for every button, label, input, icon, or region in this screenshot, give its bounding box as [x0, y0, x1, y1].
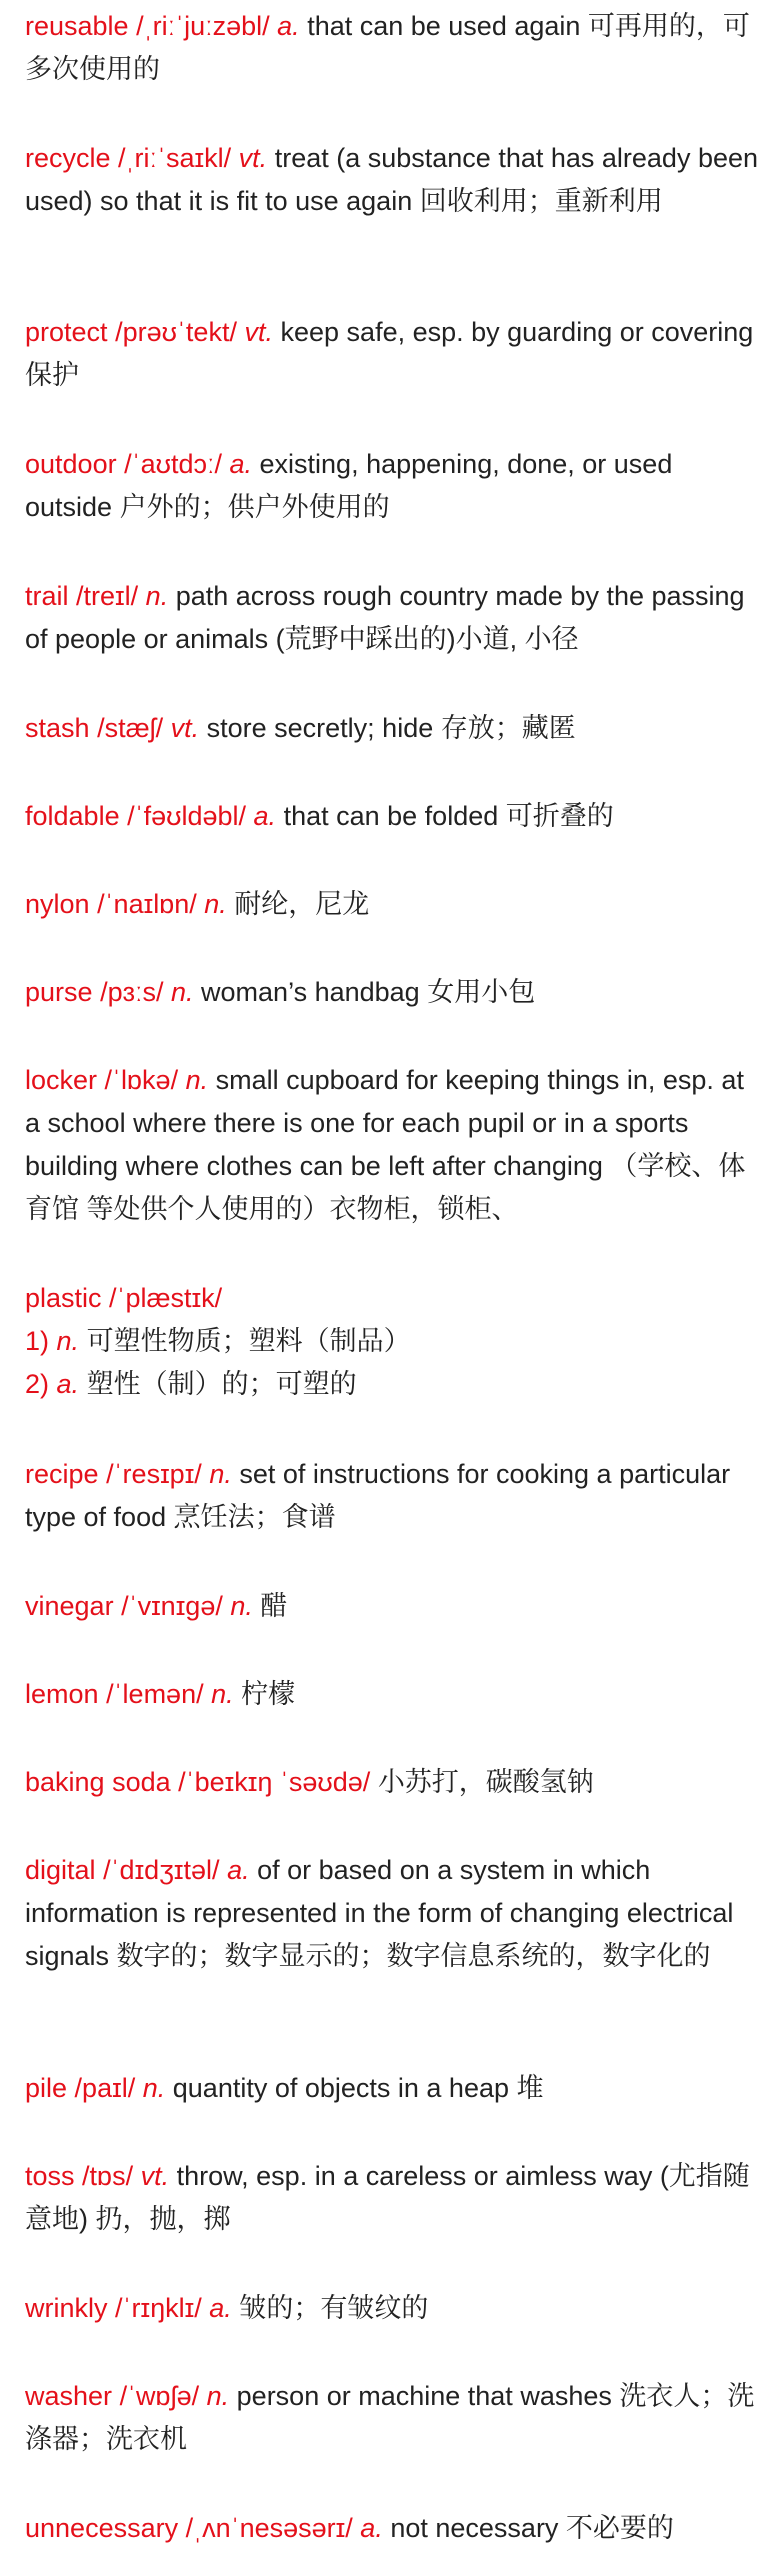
entry-phonetic: /ˈbeɪkɪŋ ˈsəʊdə/	[178, 1767, 371, 1797]
vocab-entry	[25, 1453, 765, 1539]
entry-phonetic: /ˈaʊtdɔː/	[124, 449, 222, 479]
vocab-entry	[25, 575, 765, 661]
entry-definition: small cupboard for keeping things in, esp. at a school where there is one for each pupil or in a sports building where clothes can be left after changing （学校、体育馆 等处供个人使用的）衣物柜，锁柜、	[25, 1065, 746, 1224]
entry-word: pile	[25, 2073, 68, 2103]
entry-word: digital	[25, 1855, 96, 1885]
entry-word: plastic	[25, 1283, 102, 1313]
entry-phonetic: /ˈresɪpɪ/	[106, 1459, 202, 1489]
entry-part-of-speech: n.	[142, 2073, 166, 2103]
entry-definition: person or machine that washes 洗衣人；洗涤器；洗衣机	[25, 2381, 755, 2454]
entry-word: toss	[25, 2161, 75, 2191]
entry-phonetic: /ˈlemən/	[106, 1679, 204, 1709]
vocab-entry	[25, 1585, 765, 1628]
entry-sense	[25, 1363, 765, 1406]
entry-word: unnecessary	[25, 2513, 179, 2543]
entry-word: stash	[25, 713, 90, 743]
vocab-entry	[25, 2067, 765, 2110]
entry-definition: existing, happening, done, or used outside 户外的；供户外使用的	[25, 449, 673, 522]
entry-part-of-speech: n.	[170, 977, 194, 1007]
entry-word: washer	[25, 2381, 113, 2411]
entry-word: protect	[25, 317, 108, 347]
entry-word: outdoor	[25, 449, 117, 479]
entry-phonetic: /pɜːs/	[100, 977, 164, 1007]
entry-part-of-speech: n.	[211, 1679, 234, 1709]
entry-sense	[25, 1320, 765, 1363]
vocab-entry	[25, 137, 765, 223]
entry-phonetic: /paɪl/	[74, 2073, 136, 2103]
entry-word: purse	[25, 977, 93, 1007]
vocab-entry	[25, 1673, 765, 1716]
entry-word: nylon	[25, 889, 90, 919]
sense-number: 1)	[25, 1326, 50, 1356]
entry-word: trail	[25, 581, 69, 611]
entry-part-of-speech: n.	[206, 2381, 230, 2411]
entry-part-of-speech: n.	[230, 1591, 253, 1621]
entry-phonetic: /stæʃ/	[97, 713, 164, 743]
entry-definition: path across rough country made by the passing of people or animals (荒野中踩出的)小道, 小径	[25, 581, 745, 654]
entry-phonetic: /ˈplæstɪk/	[109, 1283, 223, 1313]
entry-part-of-speech: vt.	[140, 2161, 170, 2191]
entry-part-of-speech: vt.	[238, 143, 268, 173]
entry-phonetic: /ˈlɒkə/	[104, 1065, 179, 1095]
entry-definition: 小苏打，碳酸氢钠	[377, 1767, 594, 1797]
entry-phonetic: /prəʊˈtekt/	[115, 317, 237, 347]
entry-definition: treat (a substance that has already been used) so that it is fit to use again 回收利用；重新利用	[25, 143, 759, 216]
vocab-entry	[25, 1849, 765, 1978]
entry-definition: keep safe, esp. by guarding or covering 保护	[25, 317, 754, 390]
entry-word: locker	[25, 1065, 98, 1095]
sense-definition: 塑性（制）的；可塑的	[86, 1369, 357, 1399]
entry-definition: 皱的；有皱纹的	[239, 2293, 429, 2323]
entry-part-of-speech: n.	[204, 889, 227, 919]
entry-definition: of or based on a system in which information is represented in the form of changing electrical signals 数字的；数字显示的；数字信息系统的，数字化的	[25, 1855, 734, 1971]
entry-word: recycle	[25, 143, 111, 173]
vocab-entry	[25, 971, 765, 1014]
vocab-entry	[25, 883, 765, 926]
entry-part-of-speech: n.	[185, 1065, 209, 1095]
vocab-entry	[25, 795, 765, 838]
entry-part-of-speech: vt.	[170, 713, 200, 743]
vocab-entry	[25, 311, 765, 397]
entry-definition: quantity of objects in a heap 堆	[172, 2073, 544, 2103]
entry-word: reusable	[25, 11, 129, 41]
entry-word: lemon	[25, 1679, 99, 1709]
entry-definition: not necessary 不必要的	[390, 2513, 674, 2543]
entry-part-of-speech: n.	[209, 1459, 232, 1489]
entry-part-of-speech: n.	[145, 581, 169, 611]
entry-definition: that can be used again 可再用的，可多次使用的	[25, 11, 750, 84]
entry-phonetic: /ˈnaɪlɒn/	[97, 889, 197, 919]
sense-part-of-speech: n.	[56, 1326, 80, 1356]
entry-word: vinegar	[25, 1591, 114, 1621]
entry-word: baking soda	[25, 1767, 171, 1797]
entry-definition: store secretly; hide 存放；藏匿	[206, 713, 576, 743]
entry-part-of-speech: a.	[277, 11, 300, 41]
entry-definition: 柠檬	[241, 1679, 296, 1709]
vocab-entry	[25, 1059, 765, 1231]
entry-phonetic: /ˈvɪnɪgə/	[121, 1591, 223, 1621]
entry-definition: throw, esp. in a careless or aimless way (尤指随意地) 扔，抛，掷	[25, 2161, 750, 2234]
vocab-entry	[25, 2155, 765, 2241]
entry-part-of-speech: a.	[229, 449, 253, 479]
entry-definition: 耐纶，尼龙	[234, 889, 370, 919]
entry-word: foldable	[25, 801, 120, 831]
vocab-entry	[25, 5, 765, 91]
entry-phonetic: /ˌriːˈjuːzəbl/	[136, 11, 270, 41]
vocab-entry	[25, 707, 765, 750]
entry-phonetic: /ˈrɪŋklɪ/	[115, 2293, 202, 2323]
entry-definition: set of instructions for cooking a particular type of food 烹饪法；食谱	[25, 1459, 731, 1532]
entry-phonetic: /tɒs/	[82, 2161, 134, 2191]
entry-part-of-speech: a.	[227, 1855, 250, 1885]
vocab-entry	[25, 2375, 765, 2461]
entry-phonetic: /ˈwɒʃə/	[119, 2381, 200, 2411]
sense-number: 2)	[25, 1369, 50, 1399]
entry-part-of-speech: a.	[209, 2293, 232, 2323]
entry-definition: woman’s handbag 女用小包	[201, 977, 536, 1007]
entry-phonetic: /ˌriːˈsaɪkl/	[118, 143, 232, 173]
entry-part-of-speech: a.	[253, 801, 277, 831]
entry-word: wrinkly	[25, 2293, 108, 2323]
entry-word: recipe	[25, 1459, 99, 1489]
sense-definition: 可塑性物质；塑料（制品）	[86, 1326, 411, 1356]
entry-phonetic: /treɪl/	[76, 581, 139, 611]
vocab-entry	[25, 2287, 765, 2330]
vocab-entry	[25, 443, 765, 529]
vocab-entry	[25, 1277, 765, 1406]
entry-definition: that can be folded 可折叠的	[283, 801, 614, 831]
sense-part-of-speech: a.	[56, 1369, 80, 1399]
entry-phonetic: /ˈfəʊldəbl/	[127, 801, 247, 831]
vocab-entry	[25, 2507, 765, 2550]
vocab-entry	[25, 1761, 765, 1804]
entry-part-of-speech: a.	[360, 2513, 383, 2543]
entry-definition: 醋	[260, 1591, 288, 1621]
entry-phonetic: /ˌʌnˈnesəsərɪ/	[185, 2513, 353, 2543]
entry-part-of-speech: vt.	[244, 317, 273, 347]
entry-phonetic: /ˈdɪdʒɪtəl/	[103, 1855, 220, 1885]
